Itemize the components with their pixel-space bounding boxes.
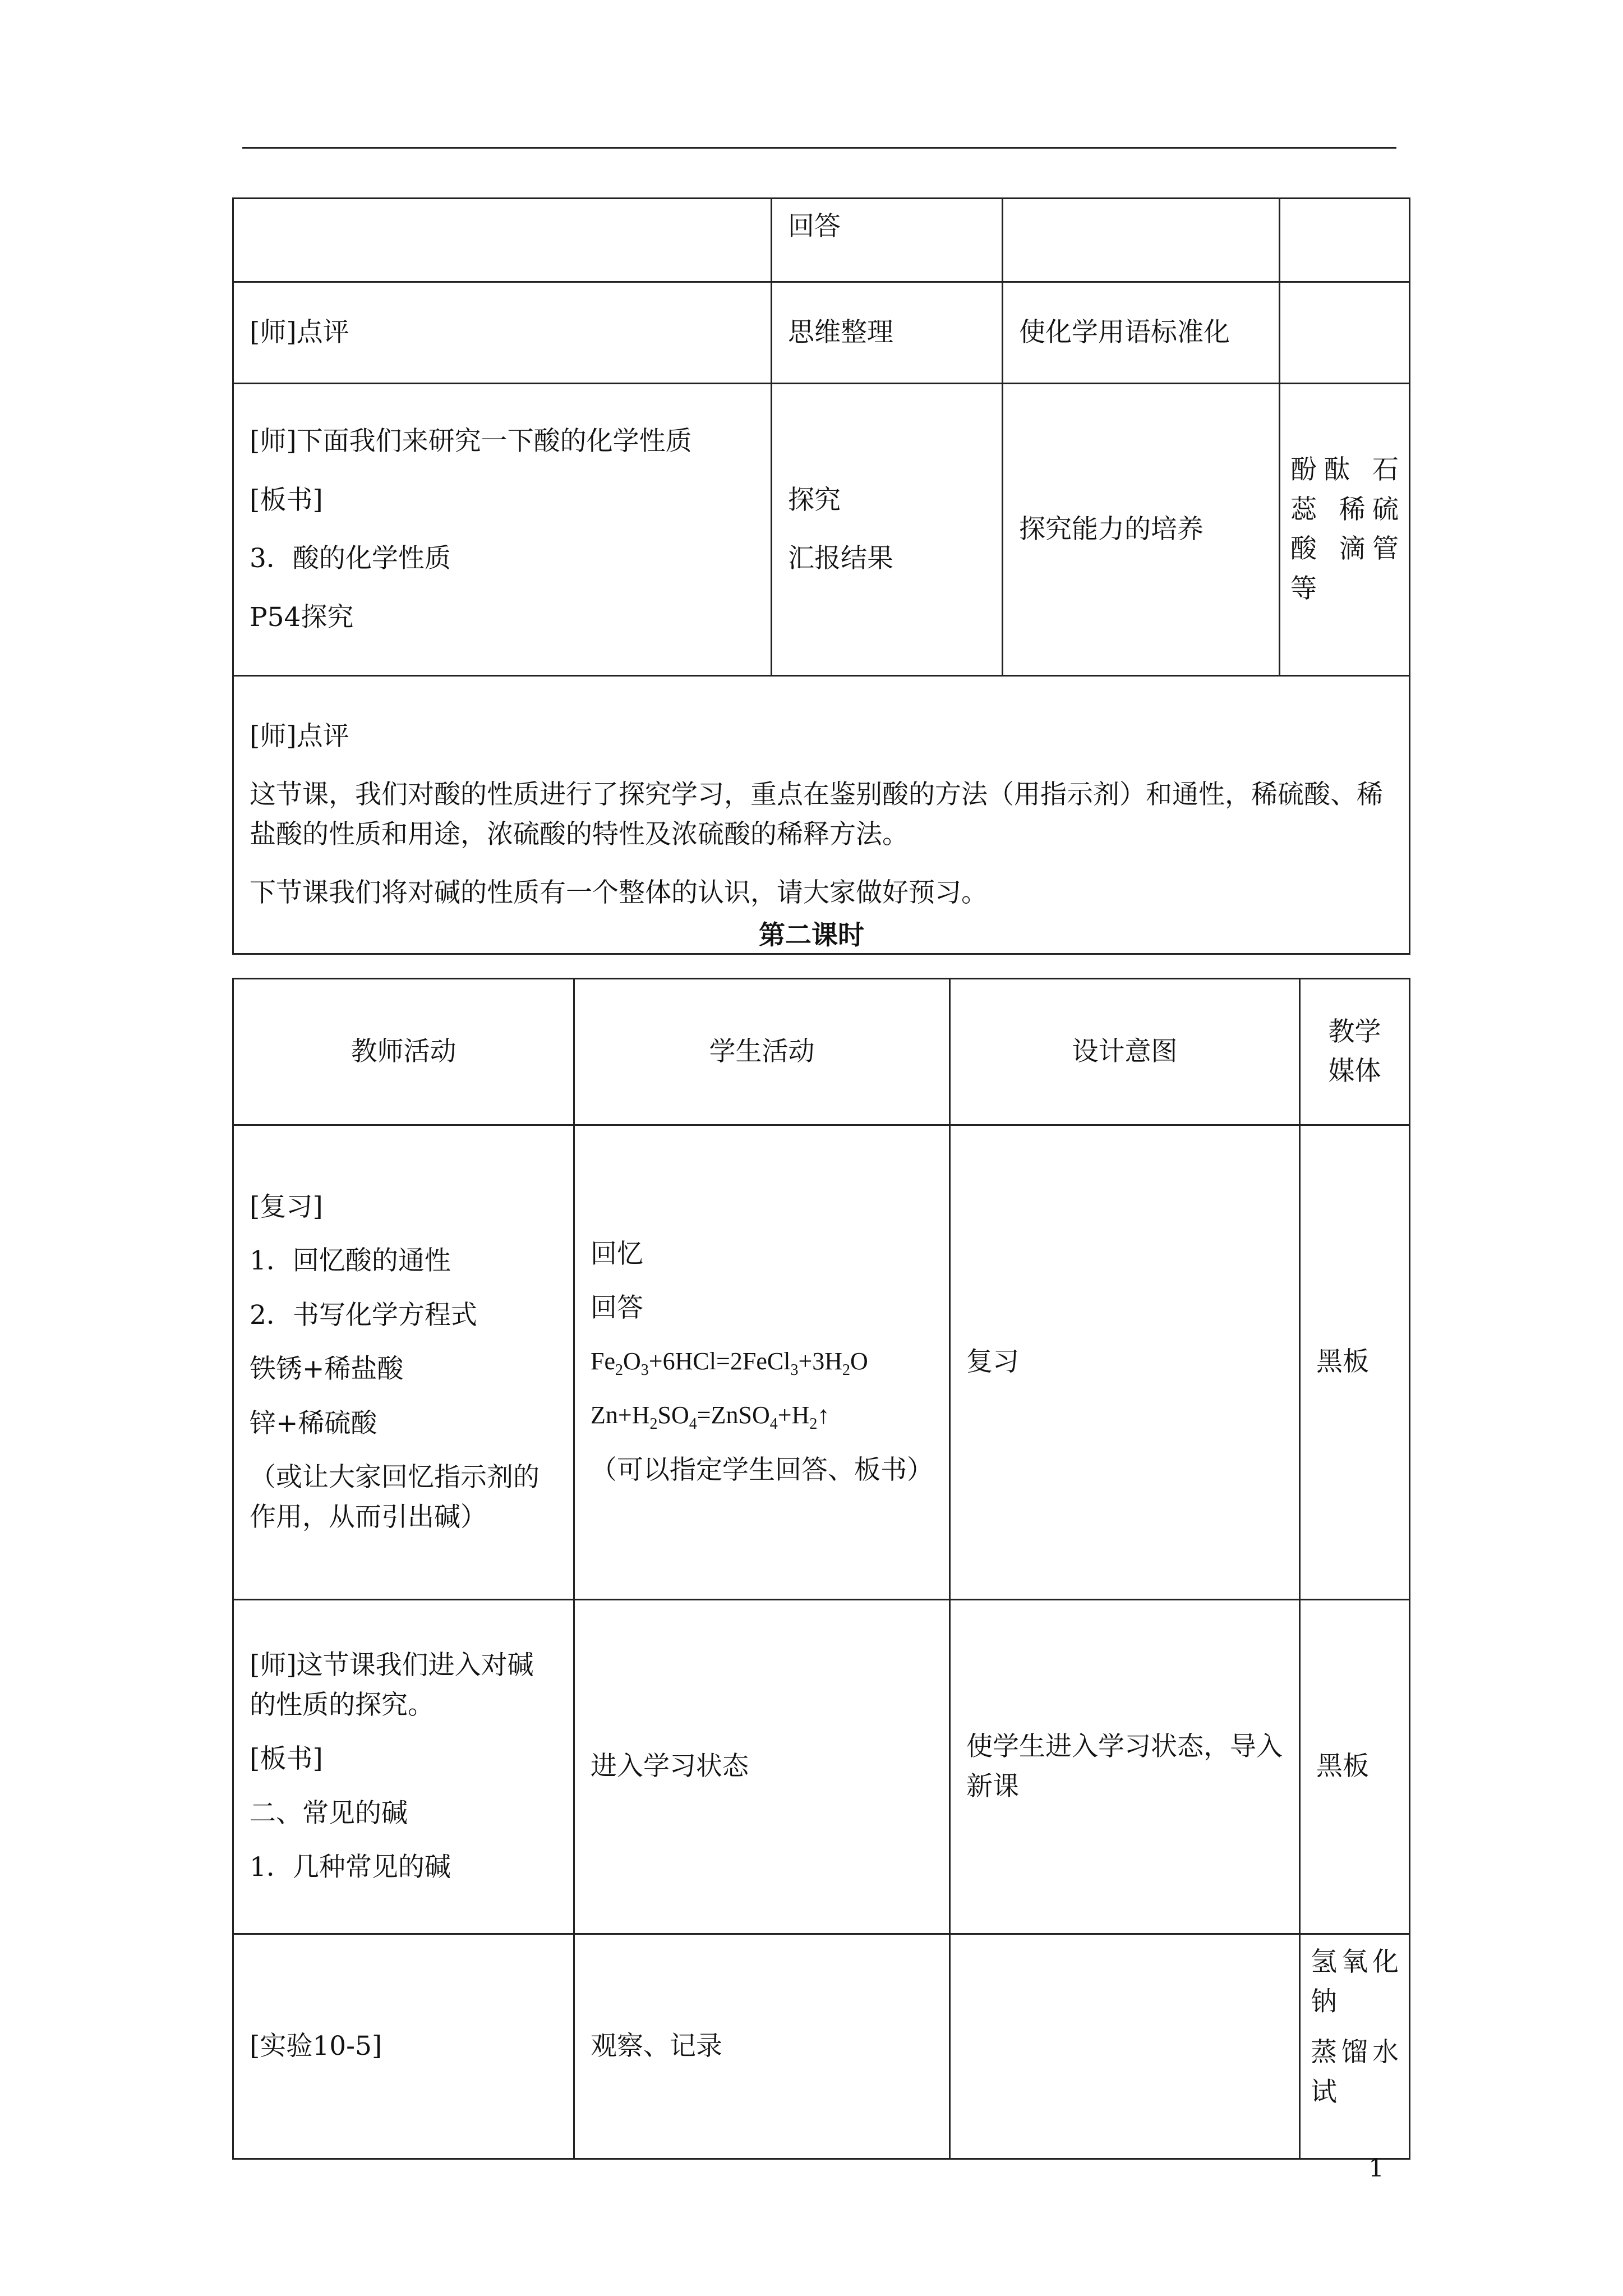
cell-text: 观察、记录 <box>591 2030 722 2062</box>
cell-text: [实验10-5] <box>250 2030 382 2062</box>
cell-line: P54探究 <box>250 601 354 633</box>
cell <box>233 282 772 384</box>
table-row <box>233 1600 1410 1934</box>
cell-line: （或让大家回忆指示剂的作用，从而引出碱） <box>250 1462 540 1533</box>
cell <box>233 1125 574 1600</box>
cell-line: [复习] <box>250 1191 323 1222</box>
table-row <box>233 282 1410 384</box>
column-header: 教学媒体 <box>1300 979 1410 1125</box>
cell-text: 酚酞 石蕊 稀硫酸 滴管等 <box>1290 454 1399 604</box>
cell-line: 锌+稀硫酸 <box>250 1407 377 1439</box>
table-row <box>233 199 1410 282</box>
cell-line: 探究 <box>788 484 841 516</box>
page-number: 1 <box>1368 2154 1384 2183</box>
cell-line: 氢氧化钠 <box>1311 1947 1399 2017</box>
cell <box>574 1600 950 1934</box>
header-rule <box>242 147 1396 149</box>
cell-line: （可以指定学生回答、板书） <box>591 1454 933 1485</box>
cell <box>772 384 1003 676</box>
cell-text: 使学生进入学习状态，导入新课 <box>966 1731 1283 1802</box>
cell-line: 这节课，我们对酸的性质进行了探究学习，重点在鉴别酸的方法（用指示剂）和通性，稀硫酸、稀盐酸的性质和用途，浓硫酸的特性及浓硫酸的稀释方法。 <box>250 779 1383 850</box>
cell-line: [师]这节课我们进入对碱的性质的探究。 <box>250 1650 534 1720</box>
cell <box>1280 384 1410 676</box>
equation-zinc: $Zn+H_2SO_4=ZnSO_4+H_2↑$ <box>591 1401 830 1433</box>
cell <box>233 199 772 282</box>
cell <box>950 1934 1300 2159</box>
cell <box>233 1934 574 2159</box>
cell-text: 进入学习状态 <box>591 1751 749 1782</box>
cell <box>1300 1125 1410 1600</box>
cell-text: 黑板 <box>1316 1346 1369 1378</box>
cell-line: 3．酸的化学性质 <box>250 543 451 574</box>
cell-text: 使化学用语标准化 <box>1019 316 1230 348</box>
cell <box>574 1934 950 2159</box>
cell <box>950 1125 1300 1600</box>
cell <box>1300 1600 1410 1934</box>
column-header: 教师活动 <box>233 979 574 1125</box>
cell <box>1003 282 1280 384</box>
cell <box>233 1600 574 1934</box>
cell <box>1003 384 1280 676</box>
table-row <box>233 1125 1410 1600</box>
cell-line: 二、常见的碱 <box>250 1797 408 1829</box>
cell-line: 回答 <box>591 1292 643 1324</box>
cell-line: [板书] <box>250 484 323 516</box>
equation-iron-rust: $Fe_2O_3+6HCl=2FeCl_3+3H_2O$ <box>591 1347 868 1379</box>
summary-cell <box>233 676 1410 954</box>
cell-text: [师]点评 <box>250 316 349 348</box>
cell-text: 黑板 <box>1316 1751 1369 1782</box>
table-row <box>233 1934 1410 2159</box>
cell-text: 探究能力的培养 <box>1019 513 1204 545</box>
cell-line: [师]下面我们来研究一下酸的化学性质 <box>250 426 692 457</box>
cell-text: 复习 <box>966 1346 1019 1378</box>
column-header: 学生活动 <box>574 979 950 1125</box>
cell <box>1280 199 1410 282</box>
table-row <box>233 384 1410 676</box>
cell-line: 1．几种常见的碱 <box>250 1852 451 1883</box>
column-header: 设计意图 <box>950 979 1300 1125</box>
cell <box>1280 282 1410 384</box>
cell-line: 下节课我们将对碱的性质有一个整体的认识，请大家做好预习。 <box>250 877 988 908</box>
cell-line: 1．回忆酸的通性 <box>250 1245 451 1277</box>
cell-line: 铁锈+稀盐酸 <box>250 1354 404 1385</box>
cell-line: 汇报结果 <box>788 543 893 574</box>
cell <box>233 384 772 676</box>
section-title: 第二课时 <box>759 920 864 951</box>
cell <box>950 1600 1300 1934</box>
cell <box>772 199 1003 282</box>
cell <box>1300 1934 1410 2159</box>
cell-line: 蒸馏水试 <box>1311 2037 1399 2108</box>
cell-line: [师]点评 <box>250 720 349 752</box>
table-row <box>233 676 1410 954</box>
cell-text: 回答 <box>788 211 841 242</box>
cell-line: [板书] <box>250 1743 323 1775</box>
cell-line: 回忆 <box>591 1238 643 1269</box>
cell <box>1003 199 1280 282</box>
lesson-table-1 <box>232 197 1410 955</box>
cell-text: 思维整理 <box>788 316 893 348</box>
cell <box>574 1125 950 1600</box>
table-header-row <box>233 979 1410 1125</box>
lesson-table-2 <box>232 978 1410 2160</box>
cell-line: 2．书写化学方程式 <box>250 1299 477 1331</box>
cell <box>772 282 1003 384</box>
